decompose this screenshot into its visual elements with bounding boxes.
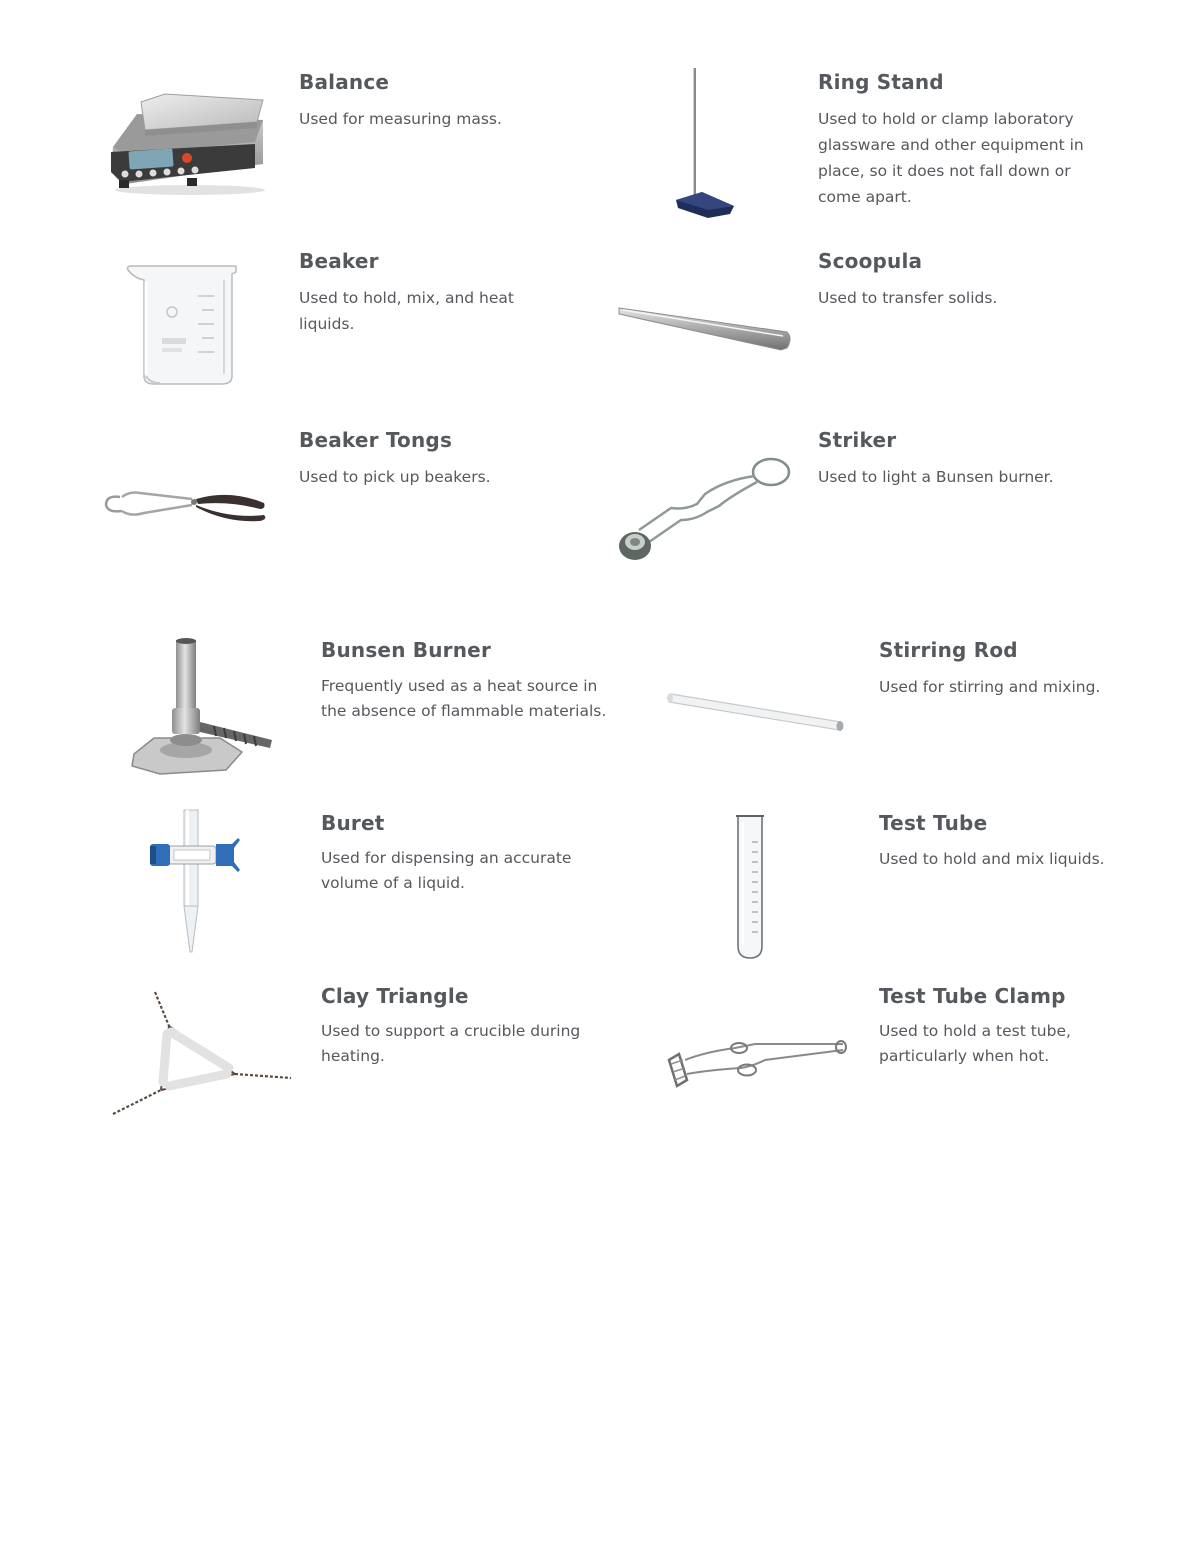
buret-icon [146, 810, 246, 958]
beaker-icon [124, 262, 242, 387]
test-tube-icon [734, 812, 766, 962]
balance-icon [105, 92, 270, 197]
item-description: Used to hold a test tube, particularly when hot. [879, 1022, 1071, 1065]
item-description: Frequently used as a heat source in the absence of flammable materials. [321, 677, 607, 720]
striker-icon [615, 450, 797, 568]
stirring-rod-icon [665, 686, 847, 734]
item-description: Used to transfer solids. [818, 289, 998, 307]
item-description: Used to pick up beakers. [299, 468, 491, 486]
item-title: Bunsen Burner [321, 638, 492, 662]
item-title: Beaker [299, 249, 379, 273]
item-title: Test Tube [879, 811, 988, 835]
item-description: Used for measuring mass. [299, 110, 502, 128]
item-title: Ring Stand [818, 70, 944, 94]
item-title: Stirring Rod [879, 638, 1018, 662]
item-description: Used to hold or clamp laboratory glassware and other equipment in place, so it does not fall down or come apart. [818, 110, 1084, 206]
item-title: Balance [299, 70, 390, 94]
item-title: Clay Triangle [321, 984, 469, 1008]
item-description: Used to hold, mix, and heat liquids. [299, 289, 514, 333]
item-title: Striker [818, 428, 897, 452]
bunsen-burner-icon [124, 636, 282, 781]
item-title: Beaker Tongs [299, 428, 453, 452]
item-title: Test Tube Clamp [879, 984, 1066, 1008]
item-description: Used for dispensing an accurate volume of a liquid. [321, 849, 572, 892]
item-description: Used to light a Bunsen burner. [818, 468, 1054, 486]
item-description: Used to support a crucible during heating. [321, 1022, 581, 1065]
ring-stand-icon [672, 68, 742, 220]
item-description: Used for stirring and mixing. [879, 678, 1101, 696]
scoopula-icon [615, 300, 795, 355]
clay-triangle-icon [105, 990, 295, 1118]
test-tube-clamp-icon [665, 1030, 850, 1088]
item-title: Buret [321, 811, 385, 835]
item-description: Used to hold and mix liquids. [879, 850, 1105, 868]
beaker-tongs-icon [100, 485, 270, 527]
item-title: Scoopula [818, 249, 923, 273]
